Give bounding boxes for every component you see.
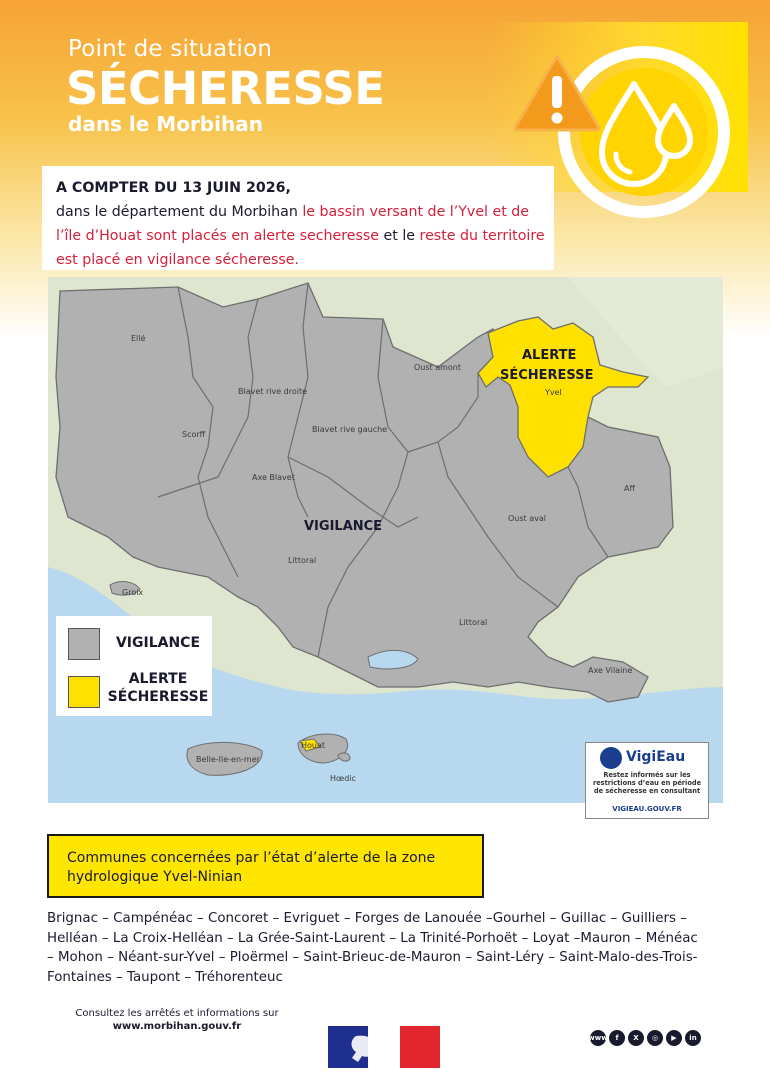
legend-swatch-vigilance — [68, 628, 100, 660]
map-label-blavet-droite: Blavet rive droite — [238, 387, 308, 396]
communes-list: Brignac – Campénéac – Concoret – Evriguet – Forges de Lanouée –Gourhel – Guillac – Guilliers – Helléan – La Croix-Helléan – La Grée-Saint-Laurent – La Trinité-Porhoët – Loyat –Mauron – Ménéac – Mohon – Néant-sur-Yvel – Ploërmel – Saint-Brieuc-de-Mauron – Saint-Léry – Saint-Malo-des-Trois-Fontaines – Taupont – Tréhorenteuc — [47, 911, 698, 985]
x-icon[interactable]: X — [628, 1030, 644, 1046]
header-location: dans le Morbihan — [68, 112, 263, 136]
map-label-axe-vilaine: Axe Vilaine — [588, 666, 633, 675]
intro-panel — [42, 166, 554, 270]
legend-label-vigilance: VIGILANCE — [115, 635, 201, 651]
map-label-littoral-east: Littoral — [459, 618, 488, 627]
republique-francaise-logo — [328, 1026, 440, 1068]
map-label-oust-amont: Oust amont — [414, 363, 462, 372]
intro-alert-text: le bassin versant de l’Yvel et de l’île d’Houat sont placés en alerte secheresse — [56, 204, 530, 244]
intro-part1: dans le département du Morbihan — [56, 204, 303, 220]
map-zone-vigilance: VIGILANCE — [304, 519, 383, 534]
legend-alerte-line1: ALERTE — [128, 671, 188, 687]
vigieau-card[interactable] — [585, 742, 709, 819]
map-label-axe-blavet: Axe Blavet — [252, 473, 295, 482]
vigieau-link[interactable]: VIGIEAU.GOUV.FR — [612, 805, 682, 813]
map-label-scorff: Scorff — [182, 430, 206, 439]
footer-website-link[interactable]: www.morbihan.gouv.fr — [112, 1021, 242, 1032]
map-legend — [56, 616, 212, 716]
footer-text: Consultez les arrêtés et informations sur — [75, 1008, 279, 1019]
instagram-icon[interactable]: ◎ — [647, 1030, 663, 1046]
map-label-littoral-west: Littoral — [288, 556, 317, 565]
page-title: SÉCHERESSE — [66, 62, 385, 115]
vigieau-logo-icon — [600, 747, 622, 769]
map-label-houat: Houat — [301, 741, 326, 750]
map-zone-alert-line1: ALERTE — [522, 348, 577, 363]
intro-part3: et le — [379, 228, 420, 244]
intro-vigilance-text: reste du territoire est placé en vigilance sécheresse. — [56, 228, 545, 268]
map-label-yvel: Yvel — [545, 388, 562, 397]
vigieau-text: Restez informés sur les restrictions d’eau en période de sécheresse en consultant — [592, 771, 702, 795]
linkedin-icon[interactable]: in — [685, 1030, 701, 1046]
legend-label-alerte — [106, 670, 210, 706]
map-label-hoedic: Hœdic — [330, 774, 356, 783]
map-label-oust-aval: Oust aval — [508, 514, 546, 523]
map-label-blavet-gauche: Blavet rive gauche — [312, 425, 388, 434]
warning-icon — [512, 52, 602, 132]
legend-alerte-line2: SÉCHERESSE — [107, 689, 209, 705]
map-label-groix: Groix — [122, 588, 144, 597]
header-subtitle: Point de situation — [68, 36, 273, 62]
intro-date: A COMPTER DU 13 JUIN 2026, — [56, 180, 291, 196]
communes-heading — [67, 849, 435, 887]
vigieau-title: VigiEau — [626, 749, 686, 765]
map-zone-alert-line2: SÉCHERESSE — [500, 368, 594, 383]
legend-swatch-alerte — [68, 676, 100, 708]
communes-heading-line2: hydrologique Yvel-Ninian — [67, 869, 243, 885]
social-links — [590, 1030, 701, 1048]
map-label-belle-ile: Belle-Ile-en-mer — [196, 755, 260, 764]
youtube-icon[interactable]: ▶ — [666, 1030, 682, 1046]
www-icon[interactable]: www — [590, 1030, 606, 1046]
communes-heading-box — [47, 834, 484, 898]
facebook-icon[interactable]: f — [609, 1030, 625, 1046]
map-label-elle: Ellé — [131, 334, 146, 343]
drought-map — [48, 277, 723, 803]
communes-heading-line1: Communes concernées par l’état d’alerte de la zone — [67, 850, 436, 866]
intro-text — [56, 176, 546, 272]
map-label-aff: Aff — [624, 484, 635, 493]
